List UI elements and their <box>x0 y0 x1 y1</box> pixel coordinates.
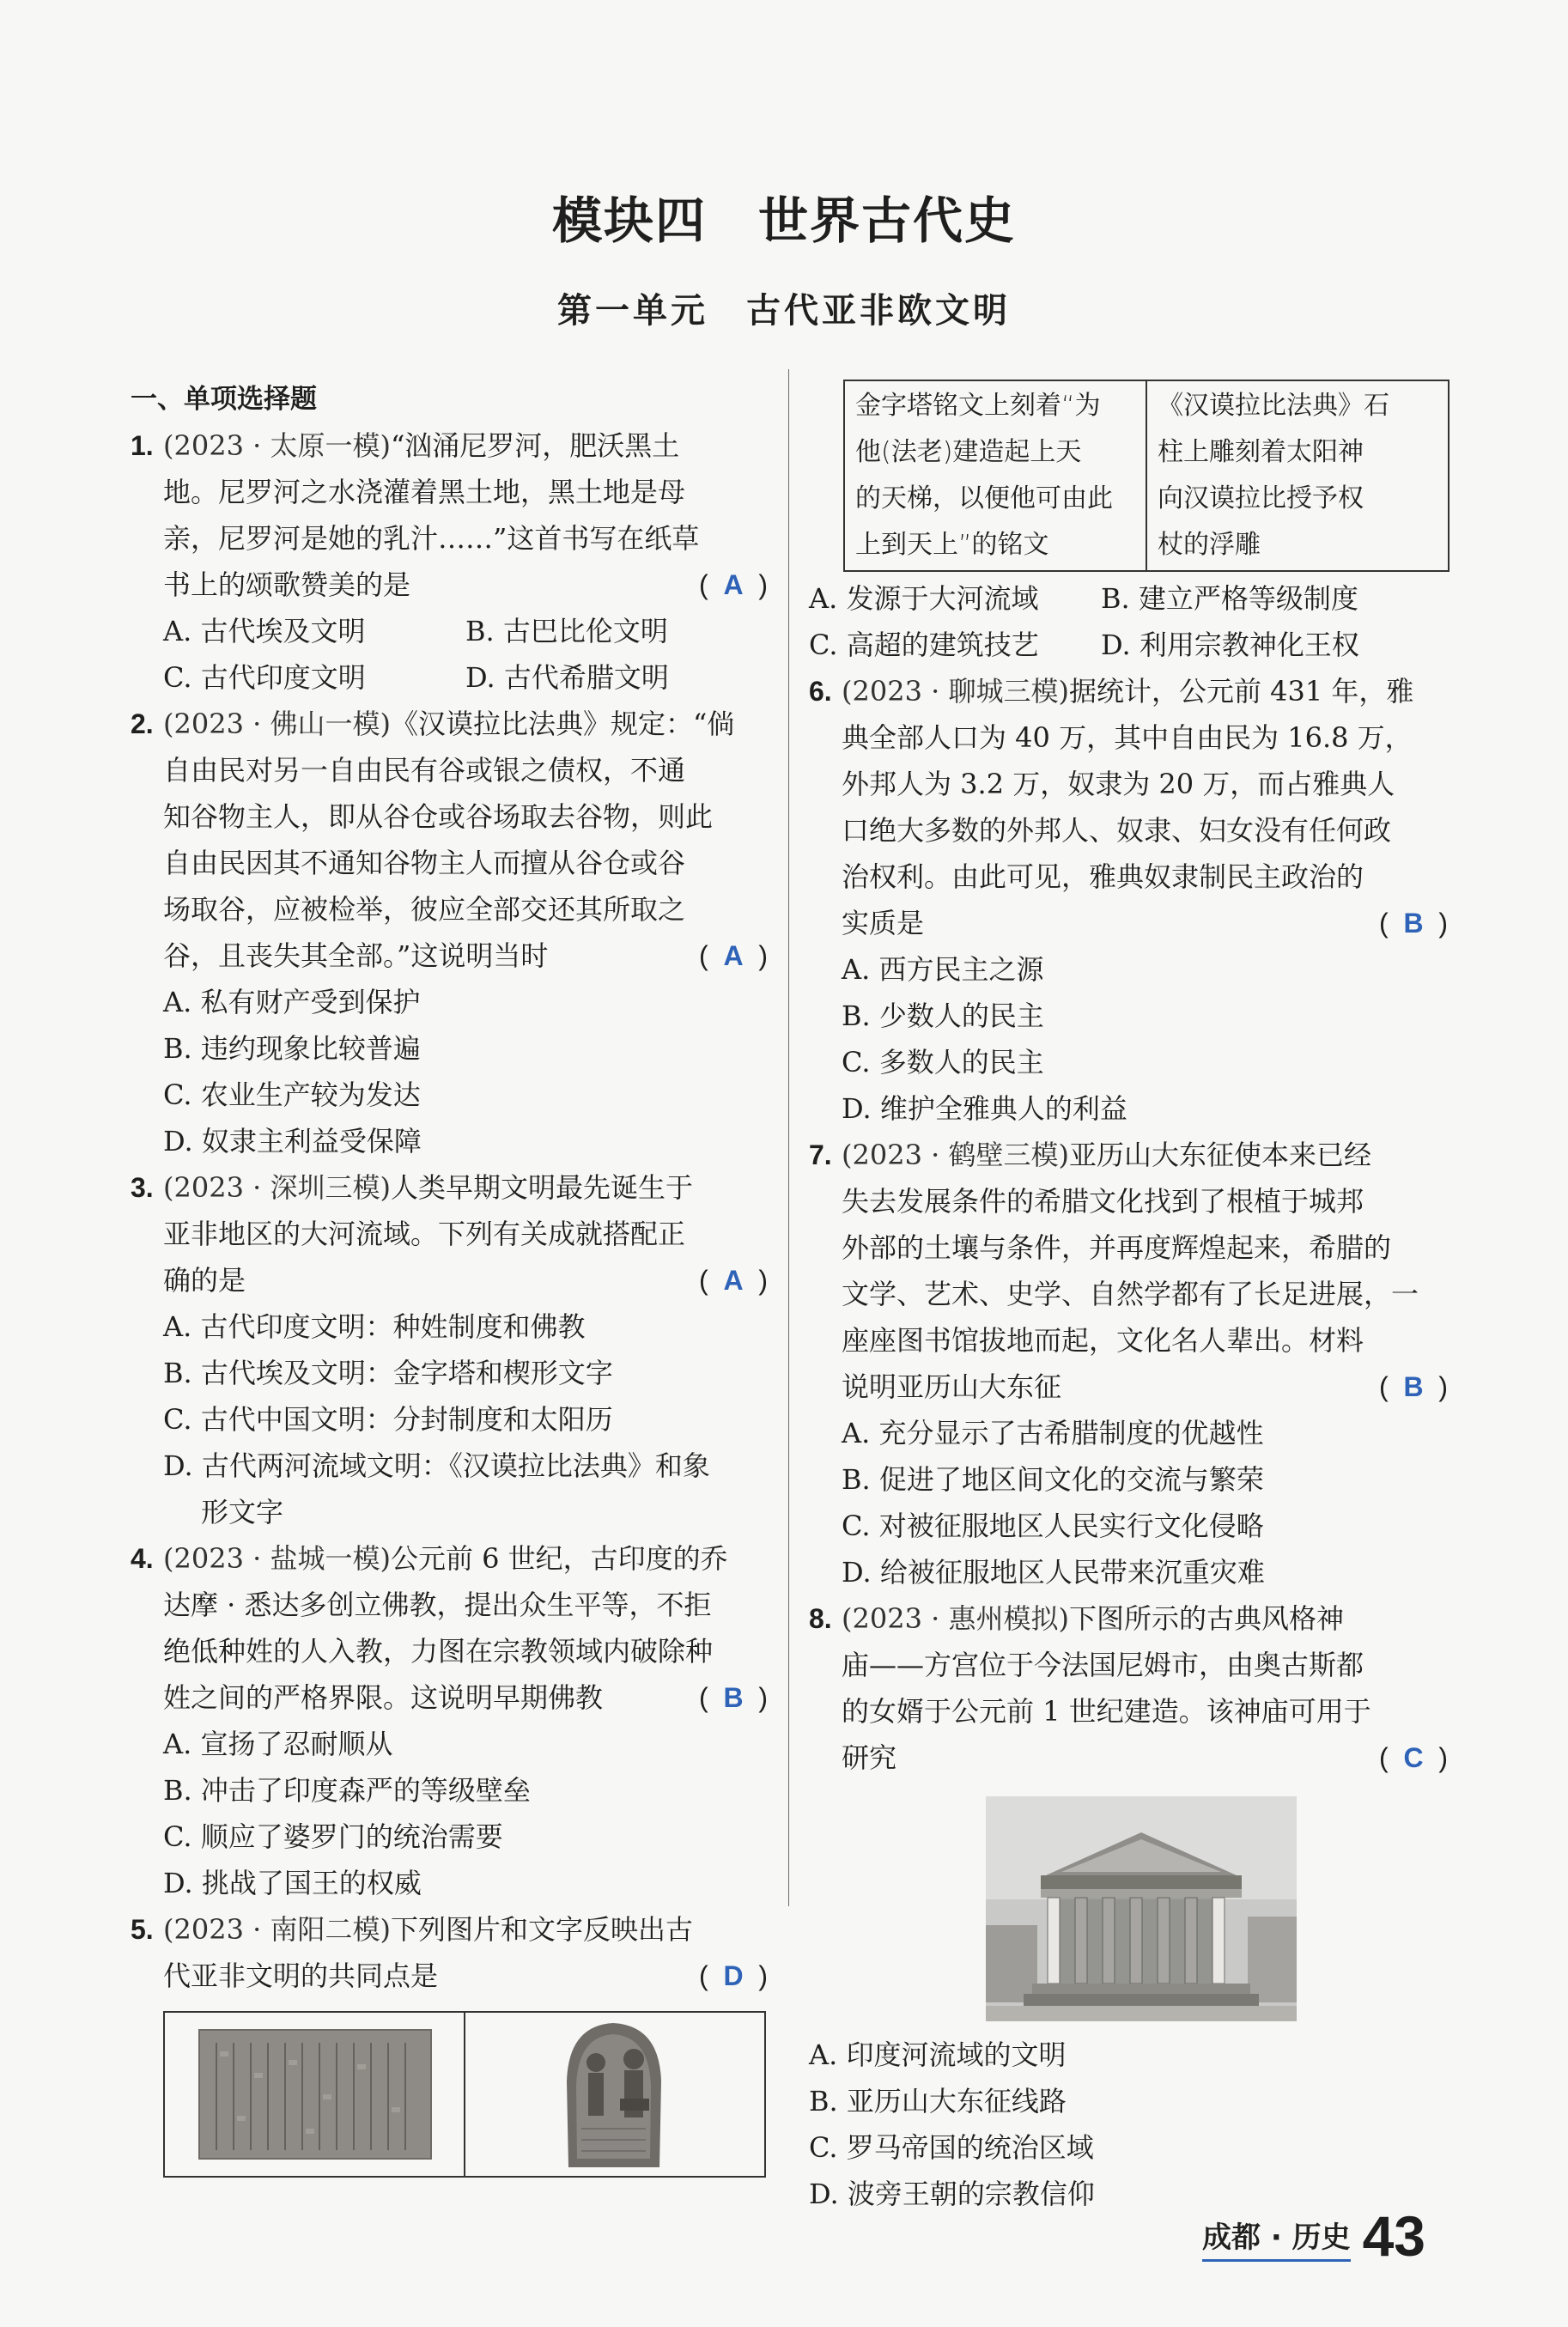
option-c: C. 古代印度文明 <box>163 661 366 694</box>
option-c: C. 顺应了婆罗门的统治需要 <box>163 1820 503 1853</box>
option-a: A. 印度河流域的文明 <box>809 2038 1067 2071</box>
option-d: D. 利用宗教神化王权 <box>1101 629 1359 661</box>
hammurabi-stele-image <box>464 2013 764 2176</box>
option-d: D. 维护全雅典人的利益 <box>842 1092 1127 1125</box>
question-8 <box>809 1595 1448 1781</box>
question-line: 的女婿于公元前 1 世纪建造。该神庙可用于 <box>842 1695 1371 1728</box>
question-source: (2023 · 深圳三模) <box>163 1171 391 1204</box>
question-text: 《汉谟拉比法典》规定：“倘 <box>390 708 735 740</box>
question-line: 口绝大多数的外邦人、奴隶、妇女没有任何政 <box>842 814 1392 847</box>
question-line: 代亚非文明的共同点是 <box>163 1959 439 1992</box>
question-text: 公元前 6 世纪，古印度的乔 <box>390 1542 728 1575</box>
question-line <box>842 1132 1448 1178</box>
question-line: 绝低种姓的人入教，力图在宗教领域内破除种 <box>163 1635 714 1668</box>
pyramid-inscription-image <box>165 2013 464 2176</box>
table-line: 他(法老)建造起上天 <box>855 437 1082 467</box>
answer-mark: ( A ) <box>699 1265 768 1296</box>
question-last-line <box>163 562 768 608</box>
option-c: C. 对被征服地区人民实行文化侵略 <box>842 1510 1264 1542</box>
option-d: D. 奴隶主利益受保障 <box>163 1125 422 1157</box>
answer-mark: ( A ) <box>699 940 768 971</box>
option-a: A. 私有财产受到保护 <box>163 986 421 1018</box>
question-line: 姓之间的严格界限。这说明早期佛教 <box>163 1681 604 1714</box>
question-last-line <box>163 1674 768 1721</box>
option-c: C. 高超的建筑技艺 <box>809 629 1039 661</box>
option-d: D. 古代希腊文明 <box>465 661 669 694</box>
question-number: 1. <box>131 430 154 461</box>
question-text: 下图所示的古典风格神 <box>1068 1602 1344 1635</box>
question-line <box>163 701 768 747</box>
question-line: 知谷物主人，即从谷仓或谷场取去谷物，则此 <box>163 800 714 833</box>
option-row <box>131 608 768 654</box>
table-line: 杖的浮雕 <box>1158 530 1261 560</box>
question-line: 研究 <box>842 1741 897 1774</box>
question-2 <box>131 701 768 979</box>
page-number: 43 <box>1362 2204 1426 2268</box>
option-a: A. 古代印度文明：种姓制度和佛教 <box>163 1310 586 1343</box>
question-source: (2023 · 佛山一模) <box>163 708 391 740</box>
option-a: A. 古代埃及文明 <box>163 615 366 647</box>
question-line <box>842 668 1448 714</box>
option-d: D. 古代两河流域文明：《汉谟拉比法典》和象 <box>163 1449 710 1482</box>
question-source: (2023 · 惠州模拟) <box>842 1602 1069 1635</box>
question-number: 7. <box>809 1139 832 1170</box>
question-line: 座座图书馆拔地而起，文化名人辈出。材料 <box>842 1324 1364 1357</box>
question-line: 文学、艺术、史学、自然学都有了长足进展，一 <box>842 1278 1419 1310</box>
option-d: D. 给被征服地区人民带来沉重灾难 <box>842 1556 1265 1589</box>
question-line <box>163 1906 768 1953</box>
question-source: (2023 · 南阳二模) <box>163 1913 391 1946</box>
column-divider <box>788 369 789 1906</box>
option-b: B. 亚历山大东征线路 <box>809 2085 1067 2117</box>
question-line: 外邦人为 3.2 万，奴隶为 20 万，而占雅典人 <box>842 768 1395 800</box>
question-4 <box>131 1535 768 1721</box>
option-row <box>809 622 1448 668</box>
question-source: (2023 · 鹤壁三模) <box>842 1139 1069 1171</box>
question-line: 说明亚历山大东征 <box>842 1370 1062 1403</box>
question-last-line <box>163 933 768 979</box>
question-line: 场取谷，应被检举，彼应全部交还其所取之 <box>163 893 686 926</box>
question-source: (2023 · 盐城一模) <box>163 1542 391 1575</box>
unit-title: 第一单元 古代亚非欧文明 <box>557 291 1011 331</box>
option-b: B. 古巴比伦文明 <box>465 615 668 647</box>
option-a: A. 西方民主之源 <box>842 953 1044 986</box>
option-a: A. 宣扬了忍耐顺从 <box>163 1728 393 1760</box>
question-line: 治权利。由此可见，雅典奴隶制民主政治的 <box>842 860 1364 893</box>
question-line: 典全部人口为 40 万，其中自由民为 16.8 万， <box>842 721 1413 754</box>
question-6 <box>809 668 1448 946</box>
option-b: B. 建立严格等级制度 <box>1101 582 1358 615</box>
question-line: 地。尼罗河之水浇灌着黑土地，黑土地是母 <box>163 476 686 508</box>
table-line: 柱上雕刻着太阳神 <box>1158 437 1364 467</box>
question-line <box>842 1595 1448 1642</box>
question-line: 自由民因其不通知谷物主人而擅从谷仓或谷 <box>163 847 686 879</box>
answer-mark: ( D ) <box>699 1960 768 1991</box>
question-number: 4. <box>131 1543 154 1574</box>
option-a: A. 充分显示了古希腊制度的优越性 <box>842 1417 1264 1449</box>
question-line <box>163 1164 768 1211</box>
question-line: 失去发展条件的希腊文化找到了根植于城邦 <box>842 1185 1364 1218</box>
option-d: D. 波旁王朝的宗教信仰 <box>809 2178 1095 2210</box>
option-c: C. 多数人的民主 <box>842 1046 1044 1078</box>
question-text: 亚历山大东征使本来已经 <box>1068 1139 1371 1171</box>
right-column <box>809 376 1448 2217</box>
option-d: D. 挑战了国王的权威 <box>163 1867 422 1899</box>
section-heading: 一、单项选择题 <box>131 384 317 415</box>
left-column <box>131 376 768 2178</box>
question-line: 自由民对另一自由民有谷或银之债权，不通 <box>163 754 686 787</box>
question-source: (2023 · 聊城三模) <box>842 675 1069 708</box>
question-line: 谷，且丧失其全部。”这说明当时 <box>163 939 549 972</box>
question-line <box>163 422 768 469</box>
question-last-line <box>842 1364 1448 1410</box>
module-title: 模块四 世界古代史 <box>551 191 1016 250</box>
footer-label: 成都 · 历史 <box>1202 2214 1351 2262</box>
question-last-line <box>163 1257 768 1303</box>
question-last-line <box>842 900 1448 946</box>
option-b: B. 促进了地区间文化的交流与繁荣 <box>842 1463 1264 1496</box>
table-line: 上到天上”的铭文 <box>855 530 1049 560</box>
option-row <box>131 654 768 701</box>
table-line: 的天梯，以便他可由此 <box>855 483 1113 513</box>
question-7 <box>809 1132 1448 1410</box>
question-line: 确的是 <box>163 1264 246 1297</box>
answer-mark: ( A ) <box>699 569 768 600</box>
table-line: 《汉谟拉比法典》石 <box>1158 391 1389 421</box>
option-b: B. 违约现象比较普遍 <box>163 1032 421 1065</box>
question-line: 外部的土壤与条件，并再度辉煌起来，希腊的 <box>842 1231 1392 1264</box>
question-last-line <box>163 1953 768 1999</box>
answer-mark: ( B ) <box>1379 908 1448 939</box>
question-5-text-table <box>843 380 1449 572</box>
option-b: B. 古代埃及文明：金字塔和楔形文字 <box>163 1357 613 1389</box>
option-d-continued: 形文字 <box>201 1496 284 1528</box>
question-text: 下列图片和文字反映出古 <box>390 1913 693 1946</box>
question-line: 亲，尼罗河是她的乳汁……”这首书写在纸草 <box>163 522 700 555</box>
option-c: C. 农业生产较为发达 <box>163 1078 421 1111</box>
option-row <box>809 575 1448 622</box>
answer-mark: ( C ) <box>1379 1742 1448 1773</box>
option-a: A. 发源于大河流域 <box>809 582 1039 615</box>
option-b: B. 冲击了印度森严的等级壁垒 <box>163 1774 531 1807</box>
table-line: 金字塔铭文上刻着“为 <box>855 391 1101 421</box>
question-number: 2. <box>131 708 154 739</box>
question-number: 3. <box>131 1172 154 1203</box>
option-b: B. 少数人的民主 <box>842 999 1044 1032</box>
option-c: C. 罗马帝国的统治区域 <box>809 2131 1094 2164</box>
table-line: 向汉谟拉比授予权 <box>1158 483 1364 513</box>
page-footer <box>1202 2204 1426 2268</box>
question-text: 人类早期文明最先诞生于 <box>390 1171 693 1204</box>
question-5-image-pair <box>163 2011 766 2178</box>
question-line: 达摩 · 悉达多创立佛教，提出众生平等，不拒 <box>163 1589 712 1621</box>
question-line: 实质是 <box>842 907 925 939</box>
question-line: 书上的颂歌赞美的是 <box>163 568 411 601</box>
question-line: 庙——方宫位于今法国尼姆市，由奥古斯都 <box>842 1649 1364 1681</box>
question-number: 8. <box>809 1603 832 1634</box>
question-1 <box>131 422 768 608</box>
question-last-line <box>842 1735 1448 1781</box>
question-3 <box>131 1164 768 1303</box>
question-text: “汹涌尼罗河，肥沃黑土 <box>390 429 680 462</box>
answer-mark: ( B ) <box>699 1682 768 1713</box>
pyramid-inscription-cell <box>845 381 1146 570</box>
question-line: 亚非地区的大河流域。下列有关成就搭配正 <box>163 1218 686 1250</box>
option-c: C. 古代中国文明：分封制度和太阳历 <box>163 1403 613 1436</box>
question-number: 6. <box>809 676 832 707</box>
answer-mark: ( B ) <box>1379 1371 1448 1402</box>
question-text: 据统计，公元前 431 年，雅 <box>1068 675 1414 708</box>
question-5 <box>131 1906 768 1999</box>
question-source: (2023 · 太原一模) <box>163 429 391 462</box>
hammurabi-code-cell <box>1146 381 1448 570</box>
question-number: 5. <box>131 1914 154 1945</box>
question-line <box>163 1535 768 1582</box>
maison-carree-temple-image <box>986 1796 1297 2021</box>
